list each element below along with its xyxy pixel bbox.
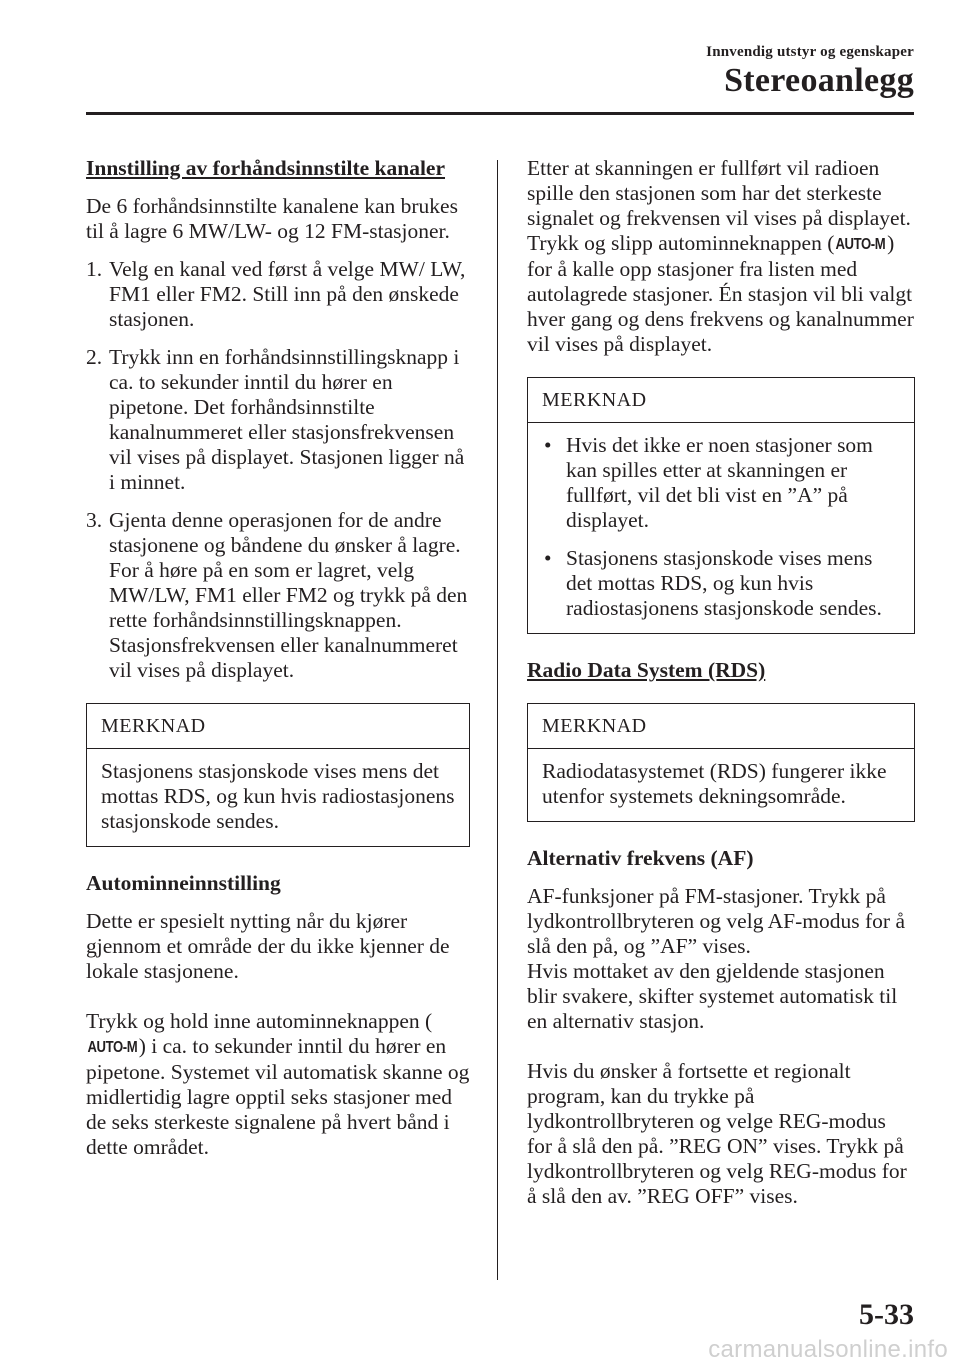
auto-memory-text-post: ) i ca. to sekunder inntil du hører en pipetone. Systemet vil automatisk skanne og midlertidig lagre opptil seks stasjoner med de seks sterkeste signalene på hvert bånd i dette området. [86,1034,470,1159]
af-heading: Alternativ frekvens (AF) [527,846,754,870]
af-para: Hvis mottaket av den gjeldende stasjonen blir svakere, skifter systemet automatisk til en alternativ stasjon. [527,959,898,1033]
header-rule [86,112,914,115]
step-text: Gjenta denne operasjonen for de andre stasjonene og båndene du ønsker å lagre. For å høre på en som er lagret, velg MW/LW, FM1 eller FM2 og trykk på den rette forhåndsinnstillingsknappen. Stasjonsfrekvensen eller kanalnummeret vil vises på displayet. [109,508,468,682]
chapter-title: Stereoanlegg [724,62,914,99]
note-body: Stasjonens stasjonskode vises mens det mottas RDS, og kun hvis radiostasjonens stasjonskode sendes. [101,759,455,833]
bullet-icon: • [544,433,552,457]
bullet-text: Stasjonens stasjonskode vises mens det mottas RDS, og kun hvis radiostasjonens stasjonskode sendes. [566,546,882,620]
step-number: 1. [86,257,103,281]
scan-result-para [527,156,915,357]
bullet-icon: • [544,546,552,570]
note-box [527,703,915,822]
note-bullet [542,546,900,621]
note-body: Radiodatasystemet (RDS) fungerer ikke utenfor systemets dekningsområde. [542,759,887,808]
step-item [86,257,470,332]
note-box [527,377,915,634]
step-text: Trykk inn en forhåndsinnstillingsknapp i ca. to sekunder inntil du hører en pipetone. Det forhåndsinnstilte kanalnummeret eller stasjonsfrekvensen vil vises på displayet. Stasjonen ligger nå i minnet. [109,345,465,494]
bullet-text: Hvis det ikke er noen stasjoner som kan spilles etter at skanningen er fullført, vil det bli vist en ”A” på displayet. [566,433,873,532]
step-number: 2. [86,345,103,369]
note-title: MERKNAD [528,704,914,749]
note-box [86,703,470,847]
auto-m-button-icon: AUTO-M [87,1039,138,1056]
af-para: AF-funksjoner på FM-stasjoner. Trykk på lydkontrollbryteren og velg AF-modus for å slå den på, og ”AF” vises. [527,884,905,958]
auto-memory-para: Dette er spesielt nytting når du kjører gjennom et område der du ikke kjenner de lokale stasjonene. [86,909,450,983]
watermark: carmanualsonline.info [708,1336,948,1363]
note-title: MERKNAD [87,704,469,749]
note-bullet [542,433,900,533]
auto-memory-text-pre: Trykk og hold inne autominneknappen ( [86,1009,433,1033]
scan-text-pre: Etter at skanningen er fullført vil radioen spille den stasjonen som har det sterkeste signalet og frekvensen vil vises på displayet. Trykk og slipp autominneknappen ( [527,156,911,255]
right-column [527,156,915,1222]
note-body [528,423,914,633]
page-number: 5-33 [859,1298,914,1331]
note-title: MERKNAD [528,378,914,423]
auto-memory-instructions [86,1009,470,1160]
step-number: 3. [86,508,103,532]
step-item [86,508,470,683]
auto-m-button-icon: AUTO-M [835,236,886,253]
column-divider [497,160,498,1280]
step-item [86,345,470,495]
preset-heading: Innstilling av forhåndsinnstilte kanaler [86,156,446,180]
preset-intro: De 6 forhåndsinnstilte kanalene kan brukes til å lagre 6 MW/LW- og 12 FM-stasjoner. [86,194,458,243]
left-column [86,156,470,1173]
reg-para: Hvis du ønsker å fortsette et regionalt program, kan du trykke på lydkontrollbryteren og velge REG-modus for å slå den på. ”REG ON” vises. Trykk på lydkontrollbryteren og velg REG-modus for å slå den av. ”REG OFF” vises. [527,1059,907,1208]
auto-memory-heading: Autominneinnstilling [86,871,281,895]
step-text: Velg en kanal ved først å velge MW/ LW, FM1 eller FM2. Still inn på den ønskede stasjonen. [109,257,466,331]
scan-text-post: ) for å kalle opp stasjoner fra listen med autolagrede stasjoner. Én stasjon vil bli valgt hver gang og dens frekvens og kanalnummer vil vises på displayet. [527,231,914,356]
section-header: Innvendig utstyr og egenskaper [706,44,914,60]
rds-heading: Radio Data System (RDS) [527,658,766,682]
